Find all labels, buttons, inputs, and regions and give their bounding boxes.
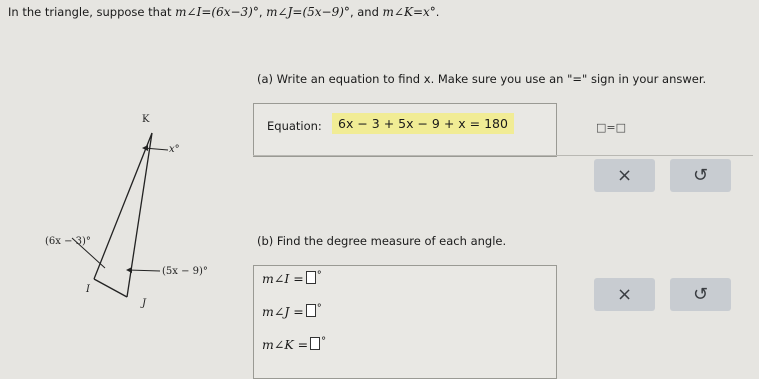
vertex-i-label: I: [86, 284, 90, 295]
angle-i-label: (6x − 3)°: [45, 236, 91, 247]
side-ij: [94, 279, 127, 297]
angle-k-expression: m∠K=x°: [382, 5, 436, 19]
part-b-instruction: (b) Find the degree measure of each angle.: [257, 234, 507, 248]
angle-i-expression: m∠I=(6x−3)°: [175, 5, 259, 19]
clear-button[interactable]: [594, 278, 655, 311]
triangle-figure: [0, 0, 240, 377]
angle-i-row: [262, 270, 322, 286]
angle-j-expression: m∠J=(5x−9)°: [266, 5, 350, 19]
undo-icon: ↺: [692, 165, 709, 186]
undo-button[interactable]: [670, 159, 731, 192]
vertex-k-label: K: [142, 114, 150, 125]
angle-i-answer-label: m∠I =: [262, 271, 304, 286]
angle-j-arrow: [128, 270, 160, 271]
close-icon: ×: [616, 284, 633, 305]
side-kj: [127, 133, 152, 297]
angle-i-input[interactable]: [306, 271, 316, 284]
degree-symbol: °: [321, 336, 327, 347]
part-a-instruction: (a) Write an equation to find x. Make sure you use an "=" sign in your answer.: [257, 72, 707, 86]
degree-symbol: °: [316, 270, 322, 281]
prompt-end: .: [435, 5, 440, 19]
vertex-j-label: J: [142, 298, 147, 309]
side-ki: [94, 133, 152, 279]
prompt-separator: , and: [349, 5, 383, 19]
close-icon: ×: [616, 165, 633, 186]
angle-j-answer-label: m∠J =: [262, 304, 304, 319]
equation-input[interactable]: 6x − 3 + 5x − 9 + x = 180: [332, 113, 514, 134]
equals-template-button[interactable]: □=□: [596, 121, 627, 134]
clear-button[interactable]: [594, 159, 655, 192]
undo-icon: ↺: [692, 284, 709, 305]
undo-button[interactable]: [670, 278, 731, 311]
degree-symbol: °: [316, 303, 322, 314]
angle-k-row: [262, 336, 326, 352]
angle-k-label: x°: [169, 144, 180, 155]
angle-j-row: [262, 303, 322, 319]
angle-k-input[interactable]: [310, 337, 320, 350]
prompt-intro: In the triangle, suppose that: [8, 5, 176, 19]
prompt-separator: ,: [258, 5, 267, 19]
angle-k-answer-label: m∠K =: [262, 337, 309, 352]
angle-j-input[interactable]: [306, 304, 316, 317]
equation-label: Equation:: [267, 119, 322, 133]
angle-j-label: (5x − 9)°: [162, 266, 208, 277]
divider: [253, 155, 753, 156]
